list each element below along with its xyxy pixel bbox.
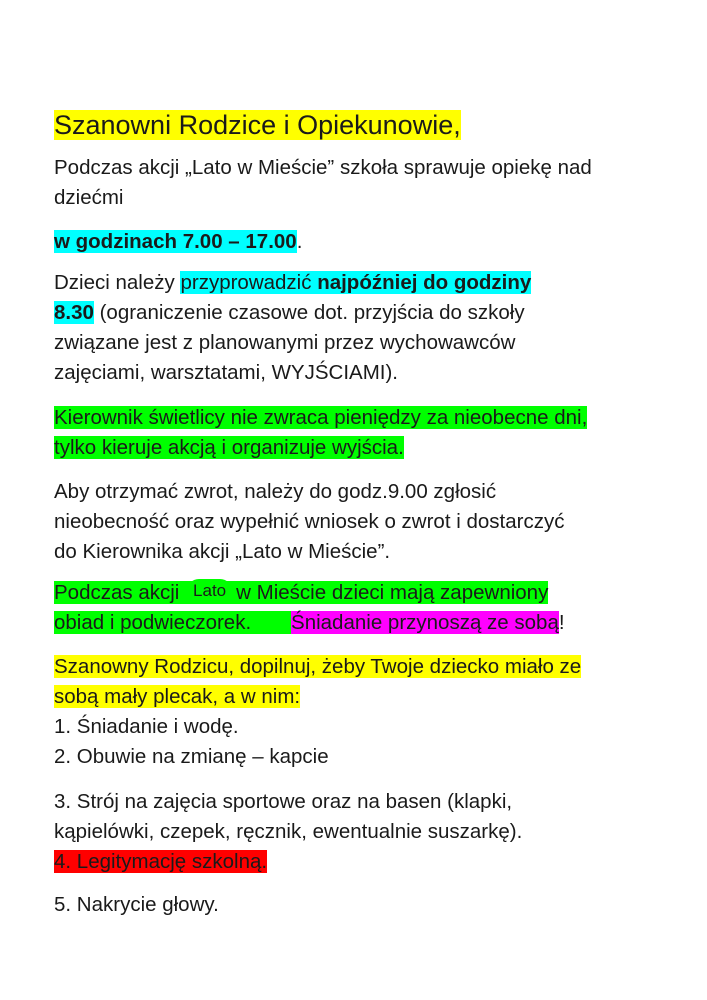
dropoff-time: 8.30 [54,301,94,324]
list-item: 3. Strój na zajęcia sportowe oraz na basen (klapki, [54,790,513,813]
policy-highlight-2: tylko kieruje akcją i organizuje wyjścia. [54,436,404,459]
meals-line-1 [54,578,674,608]
meals-pre: Podczas akcji [54,581,180,604]
paragraph-backpack [54,652,674,712]
list-item: 1. Śniadanie i wodę. [54,715,239,738]
checklist-continued [54,787,674,877]
greeting-title [54,106,674,144]
paragraph-meals [54,578,674,638]
dropoff-line-4: zajęciami, warsztatami, WYJŚCIAMI). [54,361,398,384]
list-item-continuation: kąpielówki, czepek, ręcznik, ewentualnie suszarkę). [54,820,523,843]
list-item [54,847,674,877]
lato-comment-bubble[interactable]: Lato [187,579,232,603]
dropoff-line-2 [54,298,674,328]
dropoff-line-3: związane jest z planowanymi przez wychowawców [54,331,516,354]
meals-lunch: obiad i podwieczorek. [54,611,252,634]
paragraph-refund-policy [54,403,674,463]
paragraph-intro [54,153,674,213]
dropoff-highlight [180,271,531,294]
hours-highlight: w godzinach 7.00 – 17.00 [54,230,297,253]
checklist [54,712,674,772]
backpack-line-1 [54,652,674,682]
meals-highlight-1 [54,581,548,604]
breakfast-highlight: Śniadanie przynoszą ze sobą [291,611,559,634]
meals-line-2 [54,608,674,638]
refund-line-2: nieobecność oraz wypełnić wniosek o zwrot i dostarczyć [54,510,565,533]
policy-line-1 [54,403,674,433]
title-highlight: Szanowni Rodzice i Opiekunowie, [54,110,461,140]
id-card-highlight: 4. Legitymację szkolną. [54,850,268,873]
intro-line-2: dziećmi [54,186,124,209]
list-item: 5. Nakrycie głowy. [54,893,219,916]
dropoff-line-1 [54,268,674,298]
policy-highlight-1: Kierownik świetlicy nie zwraca pieniędzy za nieobecne dni, [54,406,588,429]
paragraph-dropoff [54,268,674,388]
dropoff-pre: Dzieci należy [54,271,181,294]
dropoff-highlight-text: przyprowadzić [180,271,318,294]
checklist-last [54,890,674,920]
backpack-highlight-2: sobą mały plecak, a w nim: [54,685,301,708]
intro-line-1: Podczas akcji „Lato w Mieście” szkoła sprawuje opiekę nad [54,156,592,179]
hours-suffix: . [296,230,303,253]
dropoff-reason: (ograniczenie czasowe dot. przyjścia do szkoły [93,301,525,324]
meals-end: ! [558,611,565,634]
backpack-highlight-1: Szanowny Rodzicu, dopilnuj, żeby Twoje dziecko miało ze [54,655,582,678]
backpack-line-2 [54,682,674,712]
list-item: 2. Obuwie na zmianę – kapcie [54,745,329,768]
paragraph-hours [54,227,674,257]
dropoff-bold: najpóźniej do godziny [317,271,532,294]
meals-post: w Mieście dzieci mają zapewniony [236,581,549,604]
paragraph-refund-process [54,477,674,567]
policy-line-2 [54,433,674,463]
refund-line-1: Aby otrzymać zwrot, należy do godz.9.00 zgłosić [54,480,497,503]
meals-highlight-2 [54,611,291,634]
refund-line-3: do Kierownika akcji „Lato w Mieście”. [54,540,391,563]
